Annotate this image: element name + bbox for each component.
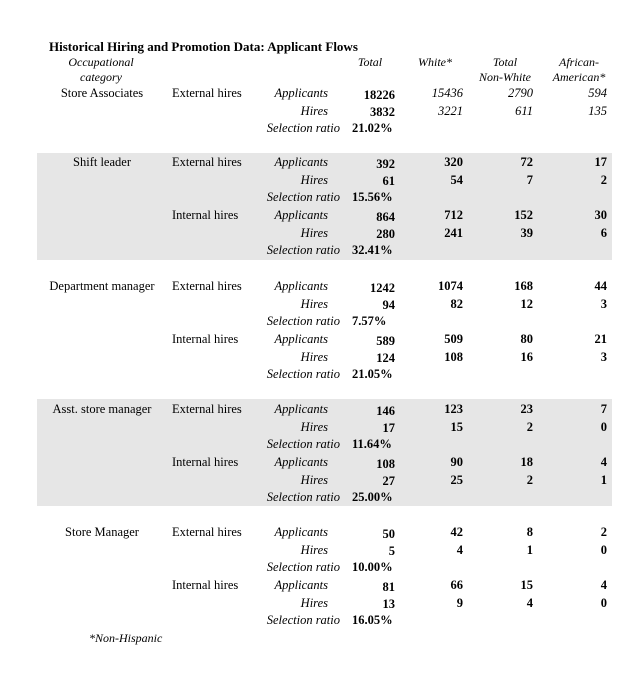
cell-african-american: 7	[600, 402, 607, 416]
category-name: Asst. store manager	[52, 402, 152, 416]
selection-ratio-value: 21.05%	[352, 367, 393, 381]
cell-total: 94	[382, 297, 395, 312]
selection-ratio-value: 15.56%	[352, 190, 393, 204]
hire-type-label: Internal hires	[172, 332, 239, 346]
cell-white: 108	[444, 349, 463, 364]
cell-nonwhite: 15	[520, 578, 533, 592]
cell-white: 1074	[438, 279, 463, 293]
cell-white: 54	[450, 172, 463, 187]
selection-ratio-label: Selection ratio	[266, 121, 340, 135]
cell-nonwhite: 2	[526, 472, 533, 487]
cell-total: 3832	[370, 104, 395, 119]
cell-white: 90	[450, 455, 463, 469]
cell-african-american: 135	[588, 103, 607, 118]
hire-type-label: External hires	[172, 525, 242, 539]
header-nonwhite-line1: Total	[492, 55, 518, 69]
cell-african-american: 4	[600, 578, 607, 592]
cell-total: 5	[388, 543, 395, 558]
cell-nonwhite: 4	[526, 595, 533, 610]
hires-label: Hires	[300, 172, 328, 187]
cell-african-american: 594	[588, 86, 607, 100]
header-african-line1: African-	[559, 55, 599, 69]
selection-ratio-value: 10.00%	[352, 560, 393, 574]
cell-african-american: 17	[594, 155, 607, 169]
cell-total: 61	[382, 173, 395, 188]
hires-label: Hires	[300, 472, 328, 487]
selection-ratio-value: 21.02%	[352, 121, 393, 135]
cell-nonwhite: 8	[526, 525, 533, 539]
cell-nonwhite: 39	[520, 225, 533, 240]
cell-nonwhite: 152	[514, 208, 533, 222]
cell-african-american: 3	[600, 296, 607, 311]
cell-nonwhite: 16	[520, 349, 533, 364]
selection-ratio-value: 16.05%	[352, 613, 393, 627]
applicants-label: Applicants	[274, 86, 328, 100]
cell-total: 18226	[363, 88, 395, 102]
hires-label: Hires	[300, 419, 328, 434]
hire-type-label: External hires	[172, 155, 242, 169]
cell-nonwhite: 72	[520, 155, 533, 169]
cell-white: 42	[450, 525, 463, 539]
cell-white: 4	[456, 542, 463, 557]
cell-nonwhite: 23	[520, 402, 533, 416]
cell-african-american: 44	[594, 279, 607, 293]
hire-type-label: External hires	[172, 86, 242, 100]
cell-white: 123	[444, 402, 463, 416]
cell-african-american: 1	[600, 472, 607, 487]
cell-white: 15	[450, 419, 463, 434]
cell-nonwhite: 168	[514, 279, 533, 293]
hire-type-label: Internal hires	[172, 208, 239, 222]
cell-white: 241	[444, 225, 463, 240]
cell-white: 9	[456, 595, 463, 610]
selection-ratio-label: Selection ratio	[266, 490, 340, 504]
cell-african-american: 6	[600, 225, 607, 240]
applicants-label: Applicants	[274, 402, 328, 416]
hire-type-label: Internal hires	[172, 455, 239, 469]
selection-ratio-label: Selection ratio	[266, 314, 340, 328]
applicants-label: Applicants	[274, 578, 328, 592]
cell-total: 27	[382, 473, 395, 488]
selection-ratio-label: Selection ratio	[266, 613, 340, 627]
hire-type-label: Internal hires	[172, 578, 239, 592]
cell-white: 25	[450, 472, 463, 487]
cell-nonwhite: 12	[520, 296, 533, 311]
hires-label: Hires	[300, 595, 328, 610]
category-name: Shift leader	[73, 155, 131, 169]
cell-white: 66	[450, 578, 463, 592]
cell-african-american: 0	[600, 542, 607, 557]
applicants-label: Applicants	[274, 208, 328, 222]
applicants-label: Applicants	[274, 455, 328, 469]
cell-nonwhite: 80	[520, 332, 533, 346]
cell-african-american: 0	[600, 419, 607, 434]
selection-ratio-label: Selection ratio	[266, 243, 340, 257]
applicants-label: Applicants	[274, 279, 328, 293]
cell-african-american: 21	[594, 332, 607, 346]
cell-nonwhite: 1	[526, 542, 533, 557]
header-african-american	[545, 55, 613, 85]
hires-label: Hires	[300, 103, 328, 118]
cell-total: 50	[382, 527, 395, 541]
cell-white: 712	[444, 208, 463, 222]
selection-ratio-label: Selection ratio	[266, 560, 340, 574]
cell-total: 280	[376, 226, 395, 241]
category-name: Store Associates	[60, 86, 144, 100]
selection-ratio-value: 7.57%	[352, 314, 387, 328]
cell-total: 589	[376, 334, 395, 348]
cell-african-american: 2	[600, 525, 607, 539]
cell-total: 864	[376, 210, 395, 224]
cell-total: 392	[376, 157, 395, 171]
applicants-label: Applicants	[274, 525, 328, 539]
header-total: Total	[357, 55, 383, 69]
header-african-line2: American*	[552, 70, 606, 84]
cell-total: 124	[376, 350, 395, 365]
cell-total: 13	[382, 596, 395, 611]
hires-label: Hires	[300, 225, 328, 240]
cell-nonwhite: 2790	[508, 86, 533, 100]
header-nonwhite-line2: Non-White	[479, 70, 531, 84]
selection-ratio-value: 11.64%	[352, 437, 392, 451]
selection-ratio-value: 25.00%	[352, 490, 393, 504]
selection-ratio-label: Selection ratio	[266, 367, 340, 381]
hires-label: Hires	[300, 296, 328, 311]
category-name: Department manager	[49, 279, 155, 293]
cell-nonwhite: 2	[526, 419, 533, 434]
cell-total: 81	[382, 580, 395, 594]
cell-total: 108	[376, 457, 395, 471]
cell-nonwhite: 611	[515, 103, 533, 118]
header-category-line1: Occupational	[68, 55, 134, 69]
header-nonwhite	[470, 55, 540, 85]
cell-african-american: 4	[600, 455, 607, 469]
header-category	[58, 55, 144, 85]
cell-white: 320	[444, 155, 463, 169]
cell-total: 17	[382, 420, 395, 435]
selection-ratio-label: Selection ratio	[266, 190, 340, 204]
page-title: Historical Hiring and Promotion Data: Applicant Flows	[49, 39, 358, 54]
category-name: Store Manager	[65, 525, 139, 539]
header-category-line2: category	[80, 70, 122, 84]
cell-total: 1242	[370, 281, 395, 295]
cell-white: 15436	[431, 86, 463, 100]
applicants-label: Applicants	[274, 332, 328, 346]
cell-african-american: 0	[600, 595, 607, 610]
header-white: White*	[418, 55, 452, 69]
cell-white: 3221	[438, 103, 463, 118]
applicants-label: Applicants	[274, 155, 328, 169]
selection-ratio-label: Selection ratio	[266, 437, 340, 451]
cell-nonwhite: 18	[520, 455, 533, 469]
cell-nonwhite: 7	[526, 172, 533, 187]
cell-white: 82	[450, 296, 463, 311]
cell-african-american: 3	[600, 349, 607, 364]
hire-type-label: External hires	[172, 279, 242, 293]
hire-type-label: External hires	[172, 402, 242, 416]
hires-label: Hires	[300, 349, 328, 364]
cell-african-american: 30	[594, 208, 607, 222]
selection-ratio-value: 32.41%	[352, 243, 393, 257]
hires-label: Hires	[300, 542, 328, 557]
cell-white: 509	[444, 332, 463, 346]
footnote: *Non-Hispanic	[89, 631, 163, 645]
cell-total: 146	[376, 404, 395, 418]
cell-african-american: 2	[600, 172, 607, 187]
